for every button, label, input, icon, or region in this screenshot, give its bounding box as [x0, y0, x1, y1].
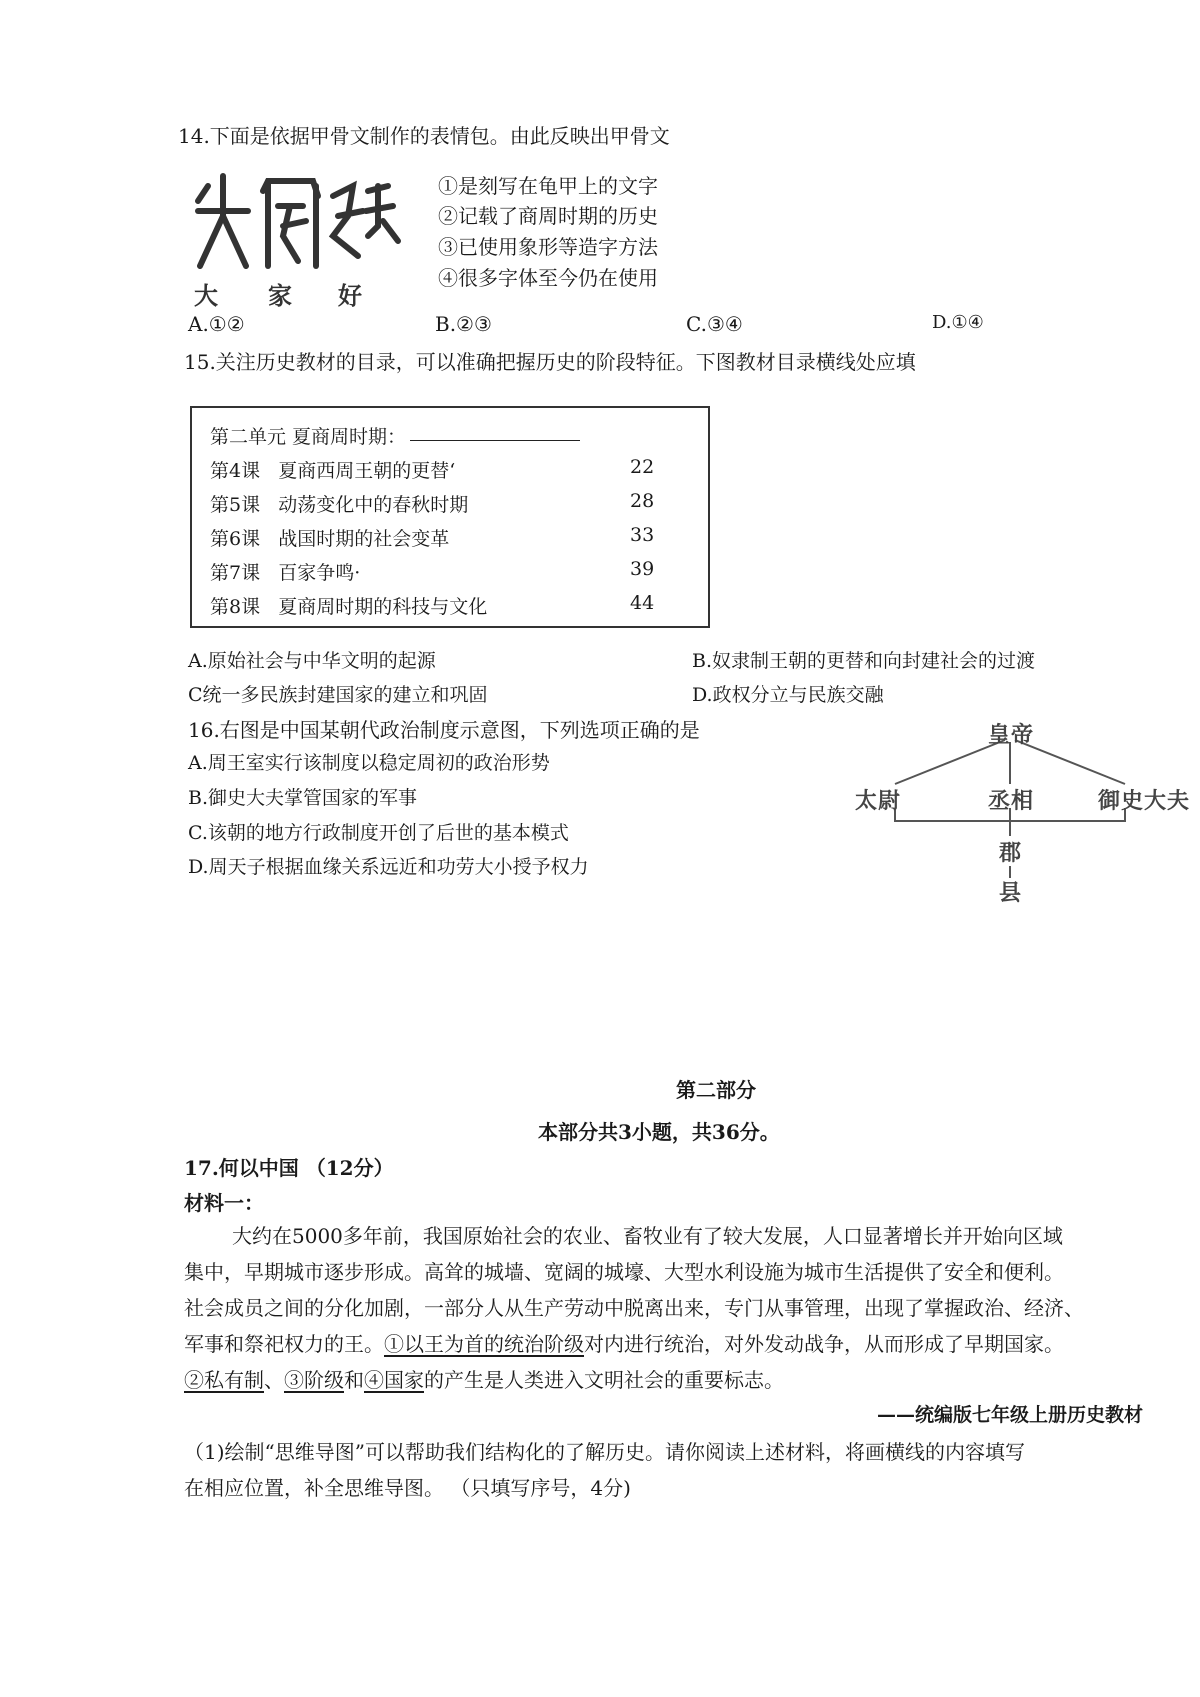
toc-row [210, 456, 455, 483]
toc-row [210, 524, 449, 551]
q16-option-d: D.周天子根据血缘关系远近和功劳大小授予权力 [188, 856, 589, 878]
q14-option-d: D.①④ [932, 312, 984, 333]
q14-option-b: B.②③ [435, 312, 492, 336]
toc-unit-title: 第二单元 夏商周时期： [210, 426, 407, 448]
q17-sub1-line-2: 在相应位置，补全思维导图。 （只填写序号，4分) [184, 1476, 631, 1500]
diagram-emperor: 皇帝 [988, 722, 1035, 748]
caption-jia: 家 [268, 281, 292, 310]
toc-blank-line [410, 440, 580, 441]
toc-lesson: 第7课 [210, 562, 261, 584]
toc-lesson: 第6课 [210, 528, 261, 550]
toc-lesson-title: 夏商西周王朝的更替‘ [278, 460, 456, 482]
q14-stem: 14.下面是依据甲骨文制作的表情包。由此反映出甲骨文 [178, 124, 670, 148]
part2-title: 第二部分 [676, 1078, 756, 1102]
toc-page: 44 [630, 592, 655, 614]
q17-paragraph-line-4 [184, 1328, 1064, 1357]
diagram-chancellor: 丞相 [988, 788, 1035, 814]
toc-row [210, 592, 487, 619]
q17-paragraph-line-2: 集中，早期城市逐步形成。高耸的城墙、宽阔的城壕、大型水利设施为城市生活提供了安全和便利。 [184, 1260, 1064, 1284]
q16-option-a: A.周王室实行该制度以稳定周初的政治形势 [188, 752, 550, 774]
q16-option-c: C.该朝的地方行政制度开创了后世的基本模式 [188, 822, 569, 844]
q14-option-c: C.③④ [686, 312, 743, 336]
toc-lesson-title: 战国时期的社会变革 [278, 528, 450, 550]
oracle-bone-emoji-image [188, 166, 403, 326]
q15-option-d: D.政权分立与民族交融 [692, 684, 884, 706]
underlined-ruling-class: ①以王为首的统治阶级 [384, 1332, 584, 1356]
q16-stem: 16.右图是中国某朝代政治制度示意图，下列选项正确的是 [188, 718, 700, 742]
q17-paragraph-line-1: 大约在5000多年前，我国原始社会的农业、畜牧业有了较大发展，人口显著增长并开始向区域 [232, 1224, 1063, 1248]
q14-statement-1: ①是刻写在龟甲上的文字 [438, 174, 658, 198]
toc-page: 28 [630, 490, 655, 512]
toc-lesson-title: 动荡变化中的春秋时期 [278, 494, 469, 516]
diagram-commandery: 郡 [999, 840, 1023, 866]
toc-lesson-title: 夏商周时期的科技与文化 [278, 596, 488, 618]
diagram-county: 县 [999, 880, 1023, 906]
diagram-taiwei: 太尉 [855, 788, 902, 814]
q17-material-label: 材料一： [184, 1191, 264, 1215]
toc-lesson: 第4课 [210, 460, 261, 482]
q15-option-b: B.奴隶制王朝的更替和向封建社会的过渡 [692, 650, 1036, 672]
toc-page: 39 [630, 558, 655, 580]
line5-text-end: 的产生是人类进入文明社会的重要标志。 [424, 1368, 784, 1392]
q14-statement-3: ③已使用象形等造字方法 [438, 235, 658, 259]
political-system-diagram [855, 718, 1195, 908]
toc-row [210, 490, 468, 517]
oracle-glyphs-icon [188, 166, 403, 326]
diagram-censor: 御史大夫 [1098, 788, 1191, 814]
toc-lesson-title: 百家争鸣· [278, 562, 361, 584]
q15-option-c: C统一多民族封建国家的建立和巩固 [188, 684, 488, 706]
q15-stem: 15.关注历史教材的目录，可以准确把握历史的阶段特征。下图教材目录横线处应填 [184, 350, 916, 374]
toc-page: 33 [630, 524, 655, 546]
caption-da: 大 [194, 281, 218, 310]
part2-subtitle: 本部分共3小题，共36分。 [538, 1120, 780, 1144]
underlined-state: ④国家 [364, 1368, 424, 1392]
q14-statement-4: ④很多字体至今仍在使用 [438, 266, 658, 290]
q17-source: ——统编版七年级上册历史教材 [877, 1404, 1144, 1426]
q17-paragraph-line-5 [184, 1364, 784, 1393]
line5-sep: 和 [344, 1368, 364, 1392]
caption-hao: 好 [338, 281, 362, 310]
line5-sep: 、 [264, 1368, 284, 1392]
underlined-private-ownership: ②私有制 [184, 1368, 264, 1392]
q14-statement-2: ②记载了商周时期的历史 [438, 204, 658, 228]
q16-option-b: B.御史大夫掌管国家的军事 [188, 787, 418, 809]
line4-text: 军事和祭祀权力的王。 [184, 1332, 384, 1356]
q17-heading: 17.何以中国 （12分） [184, 1156, 394, 1180]
toc-page: 22 [630, 456, 655, 478]
line4-text-end: 对内进行统治，对外发动战争，从而形成了早期国家。 [584, 1332, 1064, 1356]
toc-lesson: 第5课 [210, 494, 261, 516]
q17-sub1-line-1: （1)绘制“思维导图”可以帮助我们结构化的了解历史。请你阅读上述材料，将画横线的内容填写 [184, 1440, 1025, 1464]
q17-paragraph-line-3: 社会成员之间的分化加剧，一部分人从生产劳动中脱离出来，专门从事管理，出现了掌握政治、经济、 [184, 1296, 1084, 1320]
toc-lesson: 第8课 [210, 596, 261, 618]
underlined-class: ③阶级 [284, 1368, 344, 1392]
textbook-toc-box [190, 406, 710, 628]
toc-row [210, 558, 360, 585]
q15-option-a: A.原始社会与中华文明的起源 [188, 650, 436, 672]
q14-option-a: A.①② [188, 312, 245, 336]
